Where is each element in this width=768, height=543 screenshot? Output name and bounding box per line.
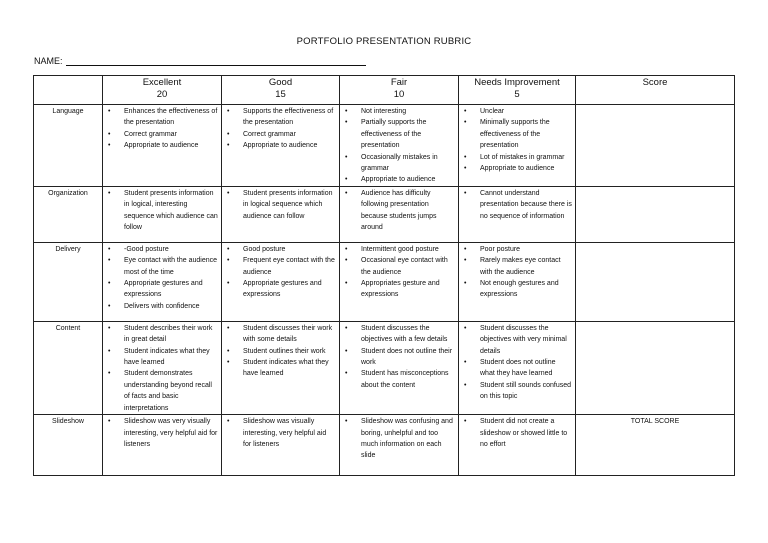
header-row [34,76,735,105]
descriptor-item: • Audience has difficulty following presentation because students jumps around [340,188,458,234]
descriptor-list [340,187,458,234]
rubric-cell [340,105,459,187]
descriptor-item: • Student outlines their work [222,346,339,357]
descriptor-item: • Student indicates what they have learned [103,346,221,369]
descriptor-item: • Eye contact with the audience most of the time [103,255,221,278]
descriptor-list [222,105,339,152]
rubric-cell [222,105,340,187]
rubric-cell [222,242,340,321]
descriptor-list [340,243,458,301]
descriptor-item: • Appropriate gestures and expressions [103,278,221,301]
descriptor-item: • Cannot understand presentation because there is no sequence of information [459,188,575,222]
criterion-label: Content [34,321,103,414]
score-cell[interactable]: TOTAL SCORE [576,415,735,476]
rubric-cell [103,105,222,187]
header-excellent: Excellent 20 [103,76,222,105]
descriptor-item: • Delivers with confidence [103,301,221,312]
descriptor-item: • Unclear [459,106,575,117]
descriptor-item: • Supports the effectiveness of the presentation [222,106,339,129]
descriptor-item: • Slideshow was very visually interesting, very helpful aid for listeners [103,416,221,450]
name-blank-line [66,56,366,66]
score-cell[interactable] [576,186,735,242]
descriptor-list [103,322,221,414]
header-score: Score [576,76,735,105]
rubric-cell [459,415,576,476]
descriptor-item: • Student describes their work in great detail [103,323,221,346]
rubric-cell [222,415,340,476]
descriptor-item: • -Good posture [103,244,221,255]
descriptor-list [103,243,221,312]
header-fair: Fair 10 [340,76,459,105]
rubric-cell [340,242,459,321]
descriptor-item: • Student discusses the objectives with a few details [340,323,458,346]
descriptor-item: • Student presents information in logical sequence which audience can follow [222,188,339,222]
descriptor-item: • Lot of mistakes in grammar [459,152,575,163]
descriptor-item: • Partially supports the effectiveness of the presentation [340,117,458,151]
descriptor-item: • Student does not outline their work [340,346,458,369]
rubric-cell [459,105,576,187]
rubric-row-delivery [34,242,735,321]
descriptor-list [459,187,575,222]
descriptor-item: • Slideshow was visually interesting, very helpful aid for listeners [222,416,339,450]
descriptor-item: • Enhances the effectiveness of the presentation [103,106,221,129]
descriptor-item: • Minimally supports the effectiveness of the presentation [459,117,575,151]
score-cell[interactable] [576,321,735,414]
rubric-title: PORTFOLIO PRESENTATION RUBRIC [296,36,472,47]
descriptor-item: • Slideshow was confusing and boring, unhelpful and too much information on each slide [340,416,458,462]
rubric-row-language [34,105,735,187]
descriptor-item: • Intermittent good posture [340,244,458,255]
descriptor-item: • Correct grammar [222,129,339,140]
descriptor-list [340,415,458,462]
criterion-label: Organization [34,186,103,242]
rubric-cell [459,186,576,242]
descriptor-list [459,415,575,450]
descriptor-item: • Student did not create a slideshow or showed little to no effort [459,416,575,450]
descriptor-item: • Appropriate to audience [222,140,339,151]
descriptor-item: • Appropriate gestures and expressions [222,278,339,301]
descriptor-list [222,243,339,301]
rubric-cell [340,321,459,414]
descriptor-item: • Not interesting [340,106,458,117]
criterion-label: Delivery [34,242,103,321]
rubric-row-slideshow [34,415,735,476]
descriptor-item: • Occasionally mistakes in grammar [340,152,458,175]
descriptor-item: • Not enough gestures and expressions [459,278,575,301]
descriptor-list [459,105,575,174]
rubric-cell [103,415,222,476]
descriptor-list [340,105,458,186]
criterion-label: Language [34,105,103,187]
descriptor-list [103,187,221,234]
descriptor-item: • Student discusses their work with some details [222,323,339,346]
descriptor-item: • Student presents information in logical, interesting sequence which audience can follow [103,188,221,234]
rubric-cell [340,186,459,242]
rubric-cell [103,186,222,242]
descriptor-list [222,322,339,380]
rubric-row-content [34,321,735,414]
descriptor-item: • Appropriates gesture and expressions [340,278,458,301]
header-good: Good 15 [222,76,340,105]
descriptor-item: • Appropriate to audience [103,140,221,151]
descriptor-item: • Good posture [222,244,339,255]
descriptor-item: • Student discusses the objectives with very minimal details [459,323,575,357]
descriptor-item: • Student does not outline what they have learned [459,357,575,380]
rubric-cell [103,321,222,414]
descriptor-item: • Poor posture [459,244,575,255]
score-cell[interactable] [576,105,735,187]
rubric-cell [459,321,576,414]
name-row [34,56,366,66]
descriptor-item: • Rarely makes eye contact with the audience [459,255,575,278]
rubric-cell [459,242,576,321]
descriptor-list [222,415,339,450]
header-needs-improvement: Needs Improvement 5 [459,76,576,105]
descriptor-item: • Student demonstrates understanding beyond recall of facts and basic interpretations [103,368,221,414]
descriptor-list [103,415,221,450]
rubric-cell [340,415,459,476]
criterion-label: Slideshow [34,415,103,476]
descriptor-item: • Student indicates what they have learned [222,357,339,380]
descriptor-item: • Occasional eye contact with the audience [340,255,458,278]
descriptor-list [459,243,575,301]
descriptor-list [103,105,221,152]
rubric-row-organization [34,186,735,242]
descriptor-item: • Student has misconceptions about the content [340,368,458,391]
descriptor-item: • Frequent eye contact with the audience [222,255,339,278]
descriptor-item: • Correct grammar [103,129,221,140]
header-blank-cell [34,76,103,105]
rubric-cell [103,242,222,321]
descriptor-item: • Appropriate to audience [459,163,575,174]
descriptor-list [340,322,458,391]
score-cell[interactable] [576,242,735,321]
descriptor-list [459,322,575,403]
descriptor-item: • Student still sounds confused on this topic [459,380,575,403]
rubric-table [33,75,735,476]
rubric-cell [222,186,340,242]
descriptor-item: • Appropriate to audience [340,174,458,185]
name-label: NAME: [34,56,63,66]
rubric-cell [222,321,340,414]
descriptor-list [222,187,339,222]
